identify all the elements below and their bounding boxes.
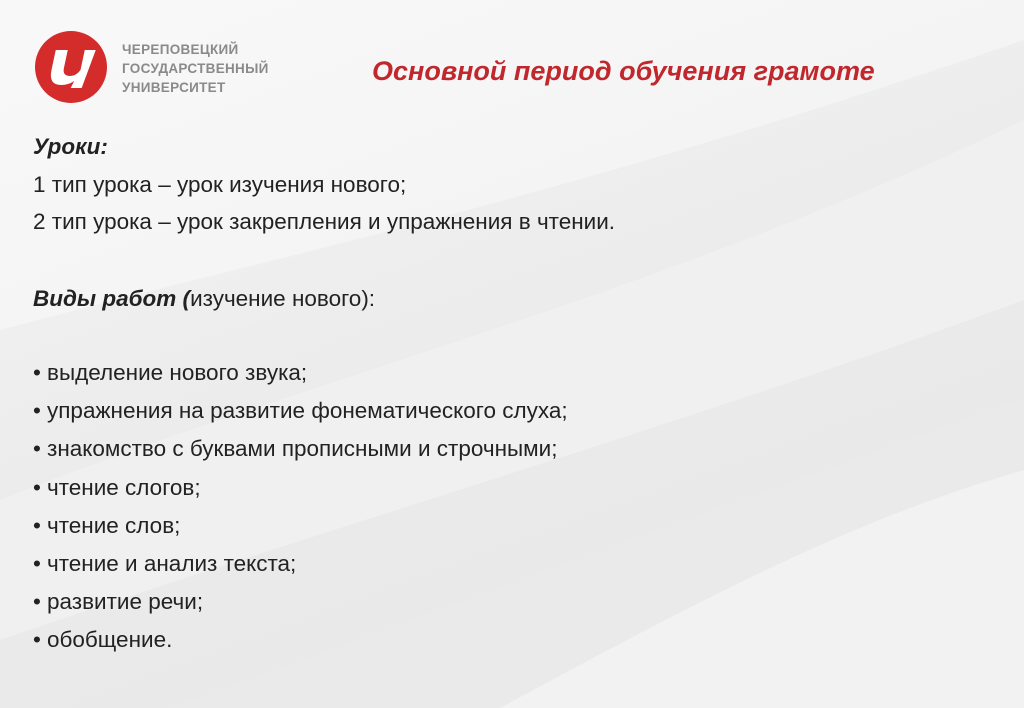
list-item-text: знакомство с буквами прописными и строчными; — [47, 436, 558, 462]
work-types-list — [33, 354, 993, 660]
list-item — [33, 354, 993, 392]
list-item-text: чтение слов; — [47, 512, 181, 538]
bullet-icon: • — [33, 436, 41, 462]
list-item — [33, 621, 993, 659]
list-item — [33, 430, 993, 468]
university-name-line-3: УНИВЕРСИТЕТ — [122, 80, 226, 95]
list-item — [33, 469, 993, 507]
university-logo-icon — [34, 30, 108, 104]
university-name — [122, 40, 312, 97]
list-item-text: выделение нового звука; — [47, 360, 308, 385]
work-types-heading-bold: Виды работ ( — [33, 285, 191, 311]
work-types-heading — [33, 280, 993, 318]
lesson-type-2: 2 тип урока – урок закрепления и упражнения в чтении. — [33, 209, 616, 234]
bullet-icon: • — [33, 627, 41, 653]
bullet-icon: • — [33, 360, 41, 385]
work-types-heading-regular: изучение нового): — [190, 285, 376, 311]
spacer — [33, 317, 993, 354]
university-name-line-1: ЧЕРЕПОВЕЦКИЙ — [122, 42, 239, 57]
bullet-icon: • — [33, 474, 41, 500]
list-item — [33, 583, 993, 621]
lessons-heading: Уроки: — [33, 134, 108, 159]
university-name-line-2: ГОСУДАРСТВЕННЫЙ — [122, 61, 269, 76]
list-item — [33, 545, 993, 583]
list-item-text: упражнения на развитие фонематического слуха; — [47, 398, 568, 424]
list-item-text: развитие речи; — [47, 589, 204, 615]
list-item — [33, 507, 993, 545]
list-item-text: чтение слогов; — [47, 474, 201, 500]
bullet-icon: • — [33, 550, 41, 576]
list-item — [33, 392, 993, 430]
bullet-icon: • — [33, 512, 41, 538]
slide-content — [33, 128, 993, 660]
bullet-icon: • — [33, 589, 41, 615]
bullet-icon: • — [33, 398, 41, 424]
list-item-text: обобщение. — [47, 627, 173, 653]
lesson-type-1: 1 тип урока – урок изучения нового; — [33, 171, 407, 197]
spacer — [33, 241, 993, 280]
page-title: Основной период обучения грамоте — [372, 56, 875, 86]
list-item-text: чтение и анализ текста; — [47, 550, 297, 576]
